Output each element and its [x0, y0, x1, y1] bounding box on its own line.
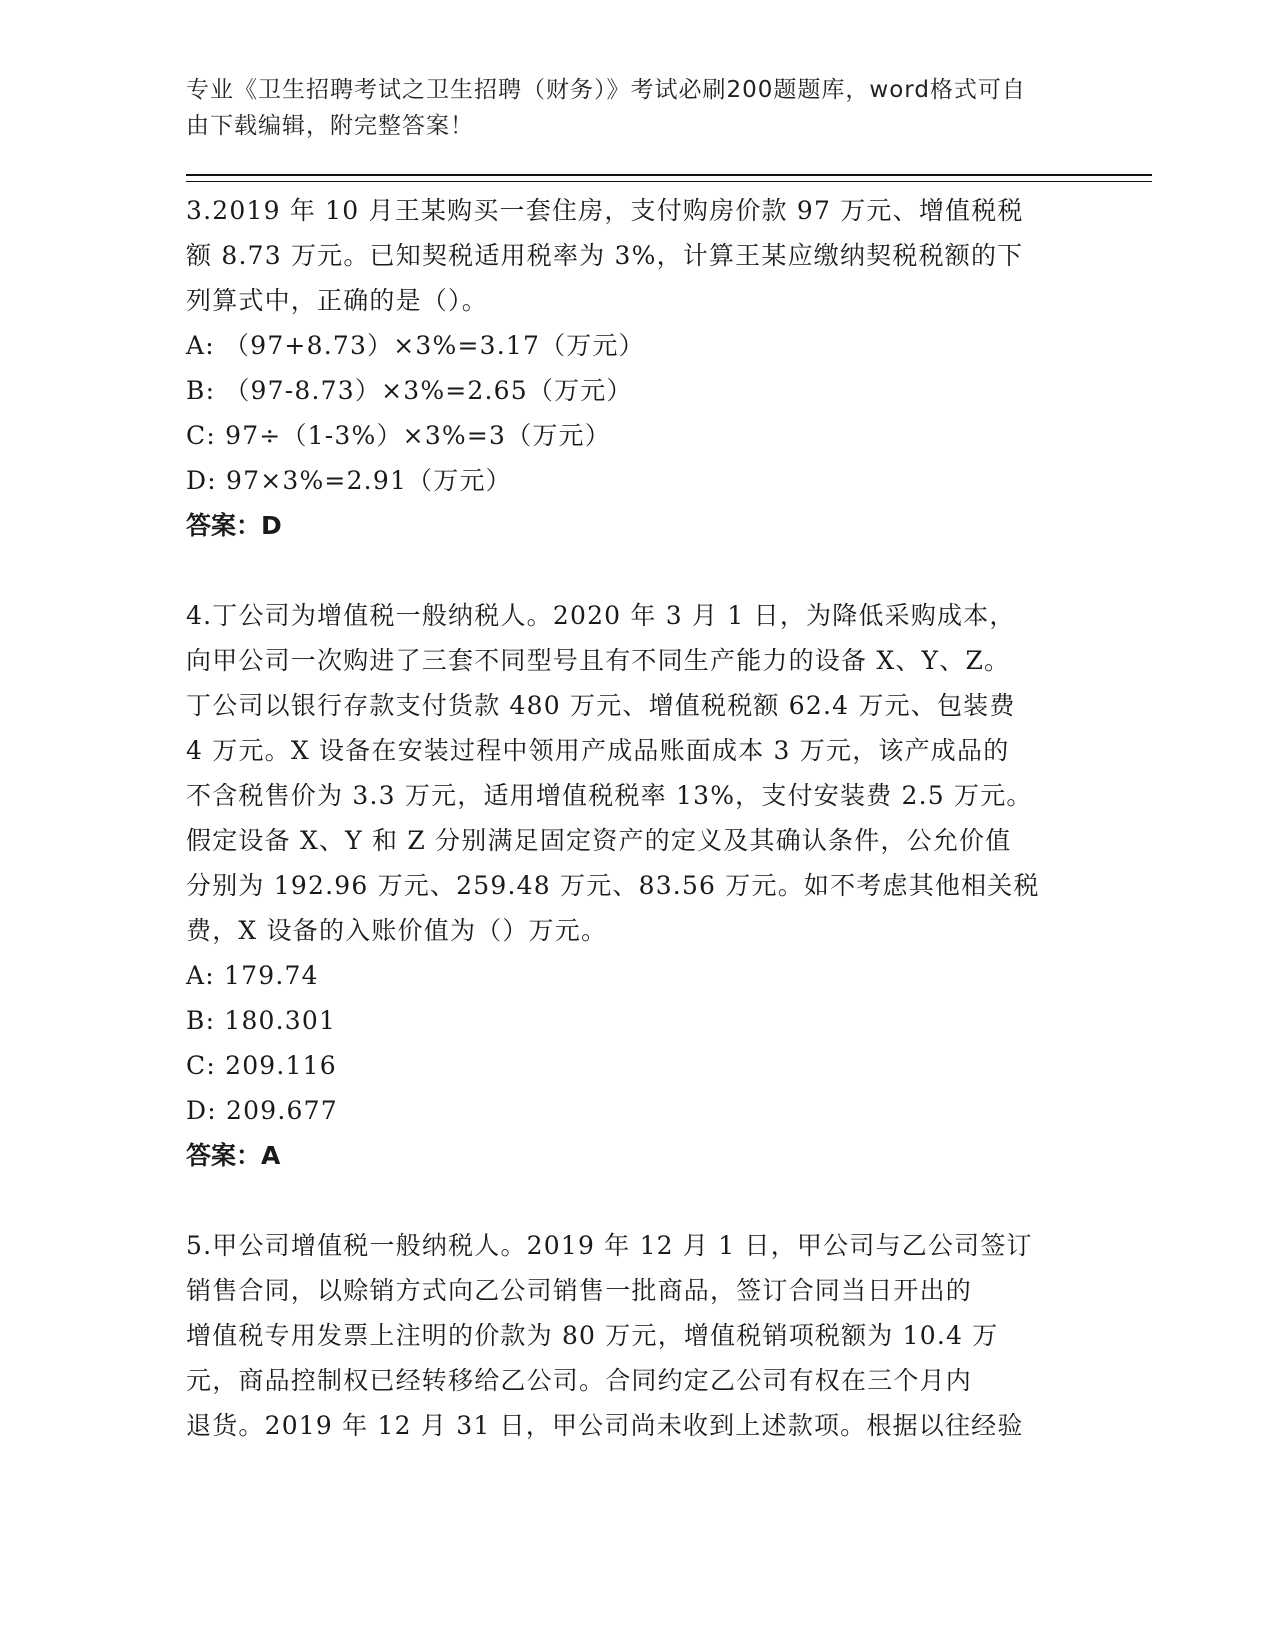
question-stem-line: 丁公司以银行存款支付货款 480 万元、增值税税额 62.4 万元、包装费	[186, 691, 1016, 720]
header-line-1: 专业《卫生招聘考试之卫生招聘（财务）》考试必刷200题题库，word格式可自	[186, 77, 1026, 103]
question-5	[186, 1223, 1086, 1448]
question-stem-line: 元，商品控制权已经转移给乙公司。合同约定乙公司有权在三个月内	[186, 1366, 973, 1395]
question-stem-line: 增值税专用发票上注明的价款为 80 万元，增值税销项税额为 10.4 万	[186, 1321, 999, 1350]
document-header	[186, 72, 1066, 144]
question-spacer	[186, 1178, 1086, 1223]
question-stem-line: 额 8.73 万元。已知契税适用税率为 3%，计算王某应缴纳契税税额的下	[186, 241, 1024, 270]
header-line-2: 由下载编辑，附完整答案！	[186, 113, 474, 139]
option-b: B: （97-8.73）×3%=2.65（万元）	[186, 376, 633, 405]
option-c: C: 97÷（1-3%）×3%=3（万元）	[186, 421, 611, 450]
answer-label: 答案：D	[186, 511, 282, 540]
question-stem-line: 5.甲公司增值税一般纳税人。2019 年 12 月 1 日，甲公司与乙公司签订	[186, 1231, 1033, 1260]
question-stem-line: 假定设备 X、Y 和 Z 分别满足固定资产的定义及其确认条件，公允价值	[186, 826, 1012, 855]
question-stem-line: 销售合同，以赊销方式向乙公司销售一批商品，签订合同当日开出的	[186, 1276, 973, 1305]
option-d: D: 97×3%=2.91（万元）	[186, 466, 512, 495]
question-stem-line: 列算式中，正确的是（）。	[186, 286, 488, 315]
question-stem-line: 4 万元。X 设备在安装过程中领用产成品账面成本 3 万元，该产成品的	[186, 736, 1010, 765]
question-stem-line: 分别为 192.96 万元、259.48 万元、83.56 万元。如不考虑其他相关税	[186, 871, 1040, 900]
option-a: A: （97+8.73）×3%=3.17（万元）	[186, 331, 645, 360]
option-c: C: 209.116	[186, 1051, 337, 1080]
header-divider-thick	[186, 174, 1152, 176]
question-stem-line: 费，X 设备的入账价值为（）万元。	[186, 916, 608, 945]
question-stem-line: 4.丁公司为增值税一般纳税人。2020 年 3 月 1 日，为降低采购成本，	[186, 601, 1016, 630]
question-stem-line: 3.2019 年 10 月王某购买一套住房，支付购房价款 97 万元、增值税税	[186, 196, 1024, 225]
question-spacer	[186, 548, 1086, 593]
question-3	[186, 188, 1086, 548]
question-stem-line: 退货。2019 年 12 月 31 日，甲公司尚未收到上述款项。根据以往经验	[186, 1411, 1024, 1440]
option-a: A: 179.74	[186, 961, 319, 990]
question-stem-line: 向甲公司一次购进了三套不同型号且有不同生产能力的设备 X、Y、Z。	[186, 646, 1011, 675]
answer-label: 答案：A	[186, 1141, 281, 1170]
option-d: D: 209.677	[186, 1096, 338, 1125]
header-divider-thin	[186, 181, 1152, 182]
question-list	[186, 188, 1086, 1448]
option-b: B: 180.301	[186, 1006, 337, 1035]
question-4	[186, 593, 1086, 1178]
question-stem-line: 不含税售价为 3.3 万元，适用增值税税率 13%，支付安装费 2.5 万元。	[186, 781, 1033, 810]
